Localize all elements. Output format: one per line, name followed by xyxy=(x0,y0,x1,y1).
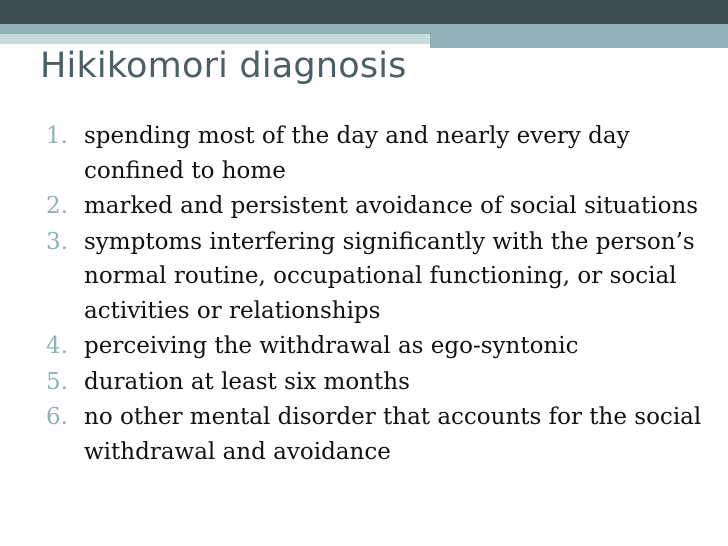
list-number: 2. xyxy=(46,193,68,219)
list-item-text: perceiving the withdrawal as ego-syntonic xyxy=(84,333,579,359)
list-item-text: no other mental disorder that accounts for the social withdrawal and avoidance xyxy=(84,404,702,465)
slide-title: Hikikomori diagnosis xyxy=(40,46,407,86)
list-number: 4. xyxy=(46,333,68,359)
list-item-text: duration at least six months xyxy=(84,368,410,395)
list-item xyxy=(46,189,716,224)
list-item-text: marked and persistent avoidance of social situations xyxy=(84,193,699,219)
list-number: 6. xyxy=(46,404,68,430)
header-band-dark xyxy=(0,0,728,24)
list-item-text: symptoms interfering significantly with the person’s normal routine, occupational functioning, or social activities or relationships xyxy=(84,228,695,324)
list-item xyxy=(46,365,716,400)
list-item xyxy=(46,225,716,329)
list-item xyxy=(46,400,716,469)
list-item xyxy=(46,119,716,188)
list-item xyxy=(46,329,716,364)
list-number: 5. xyxy=(46,368,68,395)
header-band-teal xyxy=(0,24,728,34)
criteria-list xyxy=(46,119,716,470)
list-number: 3. xyxy=(46,228,68,255)
list-number: 1. xyxy=(46,123,68,149)
list-item-text: spending most of the day and nearly every day confined to home xyxy=(84,123,630,184)
header-band-teal-right xyxy=(430,34,728,48)
